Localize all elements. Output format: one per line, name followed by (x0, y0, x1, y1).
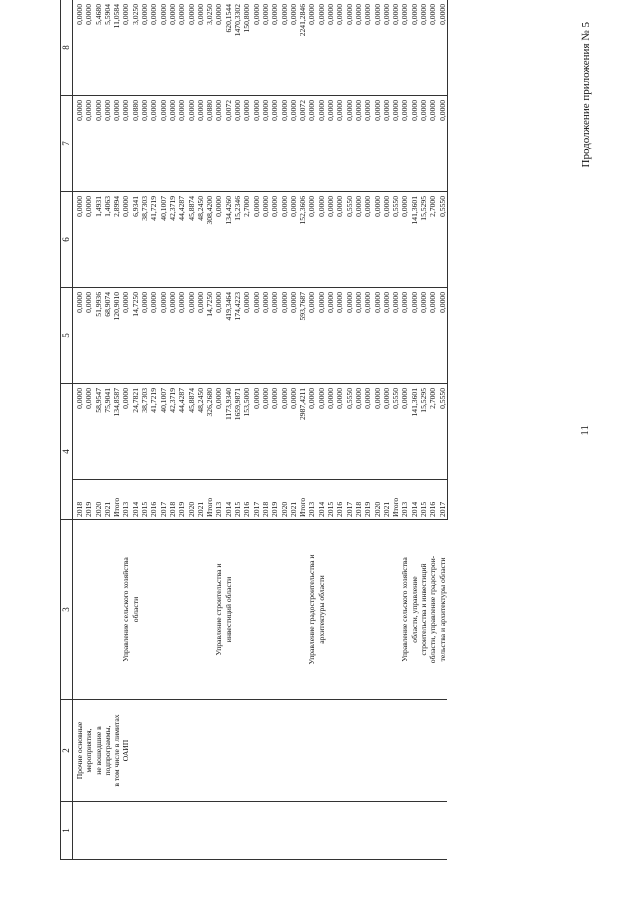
year-cell: Итого (391, 480, 400, 520)
year-cell: 2014 (317, 480, 326, 520)
value-cell-col8: 0,0000 (121, 0, 130, 96)
executor-line: архитектуры области (316, 575, 326, 644)
value-cell-col6: 0,5550 (391, 192, 400, 288)
value-cell-col8: 0,0000 (428, 0, 437, 96)
value-cell-col6: 0,5550 (345, 192, 354, 288)
value-cell-col7: 0,0000 (214, 96, 223, 192)
value-cell-col6: 2,7000 (428, 192, 437, 288)
value-cell-col7: 0,0000 (410, 96, 419, 192)
value-cell-col7: 0,0000 (307, 96, 316, 192)
year-cell: 2021 (103, 480, 112, 520)
value-cell-col8: 0,0000 (317, 0, 326, 96)
year-cell: 2018 (354, 480, 363, 520)
value-cell-col4: 42,3719 (168, 384, 177, 480)
value-cell-col8: 3,0250 (205, 0, 214, 96)
value-cell-col4: 326,2680 (205, 384, 214, 480)
col-header-4: 4 (61, 384, 73, 520)
col-header-5: 5 (61, 288, 73, 384)
rotated-table-page (60, 0, 620, 860)
value-cell-col5: 0,0000 (177, 288, 186, 384)
year-cell: 2015 (419, 480, 428, 520)
year-cell: 2021 (289, 480, 298, 520)
value-cell-col7: 0,0000 (354, 96, 363, 192)
value-cell-col4: 41,7219 (149, 384, 158, 480)
year-cell: 2013 (400, 480, 409, 520)
col-header-7: 7 (61, 96, 73, 192)
value-cell-col5: 0,0000 (317, 288, 326, 384)
value-cell-col8: 0,0000 (391, 0, 400, 96)
value-cell-col7: 0,0000 (252, 96, 261, 192)
value-cell-col7: 0,0000 (121, 96, 130, 192)
value-cell-col6: 0,0000 (317, 192, 326, 288)
year-cell: 2014 (224, 480, 233, 520)
value-cell-col6: 2,7000 (242, 192, 251, 288)
value-cell-col7: 0,0000 (140, 96, 149, 192)
value-cell-col6: 0,0000 (354, 192, 363, 288)
value-cell-col6: 308,4200 (205, 192, 214, 288)
value-cell-col8: 1470,3302 (233, 0, 242, 96)
value-cell-col5: 0,0000 (363, 288, 372, 384)
value-cell-col8: 3,0250 (131, 0, 140, 96)
value-cell-col4: 45,8874 (187, 384, 196, 480)
value-cell-col4: 15,5295 (419, 384, 428, 480)
value-cell-col5: 0,0000 (73, 288, 85, 384)
value-cell-col4: 0,0000 (335, 384, 344, 480)
value-cell-col6: 0,0000 (270, 192, 279, 288)
value-cell-col4: 24,7821 (131, 384, 140, 480)
value-cell-col5: 0,0000 (149, 288, 158, 384)
value-cell-col8: 0,0000 (252, 0, 261, 96)
executor-urban-planning (307, 520, 400, 700)
value-cell-col5: 0,0000 (307, 288, 316, 384)
executor-line: области (130, 596, 140, 623)
col-header-1: 1 (61, 802, 73, 860)
col-header-8: 8 (61, 0, 73, 96)
year-cell: 2015 (326, 480, 335, 520)
value-cell-col7: 0,0072 (298, 96, 307, 192)
value-cell-col7: 0,0000 (168, 96, 177, 192)
year-cell: 2019 (363, 480, 372, 520)
value-cell-col7: 0,0000 (391, 96, 400, 192)
value-cell-col6: 41,7219 (149, 192, 158, 288)
value-cell-col5: 0,0000 (391, 288, 400, 384)
value-cell-col8: 0,0000 (168, 0, 177, 96)
value-cell-col5: 0,0000 (428, 288, 437, 384)
col-header-6: 6 (61, 192, 73, 288)
value-cell-col4: 0,0000 (307, 384, 316, 480)
executor-line: тельства и архитектуры области (437, 557, 447, 662)
value-cell-col5: 0,0000 (345, 288, 354, 384)
column-number-row (61, 0, 73, 860)
value-cell-col7: 0,0000 (317, 96, 326, 192)
appendix-title: Продолжение приложения № 5 (580, 22, 592, 168)
value-cell-col5: 0,0000 (252, 288, 261, 384)
value-cell-col7: 0,0000 (428, 96, 437, 192)
value-cell-col4: 134,8587 (112, 384, 121, 480)
value-cell-col5: 0,0000 (270, 288, 279, 384)
year-cell: 2020 (187, 480, 196, 520)
year-cell: 2013 (121, 480, 130, 520)
value-cell-col8: 0,0000 (159, 0, 168, 96)
value-cell-col4: 0,0000 (84, 384, 93, 480)
value-cell-col7: 0,0000 (196, 96, 205, 192)
value-cell-col7: 0,0000 (326, 96, 335, 192)
executor-line: Управление строительства и (214, 563, 224, 656)
value-cell-col6: 0,0000 (280, 192, 289, 288)
value-cell-col7: 0,0880 (205, 96, 214, 192)
value-cell-col4: 1659,9871 (233, 384, 242, 480)
year-cell: Итого (112, 480, 121, 520)
value-cell-col8: 0,0000 (149, 0, 158, 96)
year-cell: 2015 (140, 480, 149, 520)
executor-joint (400, 520, 447, 700)
activity-line: Прочие основные мероприятия, (75, 721, 94, 780)
value-cell-col6: 38,7303 (140, 192, 149, 288)
value-cell-col4: 0,5550 (391, 384, 400, 480)
value-cell-col4: 141,3601 (410, 384, 419, 480)
value-cell-col6: 48,2450 (196, 192, 205, 288)
value-cell-col6: 15,2346 (233, 192, 242, 288)
value-cell-col6: 44,4287 (177, 192, 186, 288)
value-cell-col8: 0,0000 (307, 0, 316, 96)
year-cell: 2016 (242, 480, 251, 520)
value-cell-col8: 0,0000 (326, 0, 335, 96)
year-cell: 2014 (131, 480, 140, 520)
value-cell-col6: 6,9341 (131, 192, 140, 288)
value-cell-col6: 0,0000 (307, 192, 316, 288)
value-cell-col8: 0,0000 (410, 0, 419, 96)
value-cell-col6: 0,0000 (261, 192, 270, 288)
executor-construction (214, 520, 307, 700)
executor-line: строительства и инвестиций (418, 563, 428, 656)
value-cell-col4: 0,0000 (261, 384, 270, 480)
value-cell-col6: 0,0000 (121, 192, 130, 288)
value-cell-col8: 0,0000 (270, 0, 279, 96)
year-cell: 2013 (214, 480, 223, 520)
year-cell: Итого (205, 480, 214, 520)
executor-line: области, управление (409, 576, 419, 643)
value-cell-col8: 0,0000 (382, 0, 391, 96)
value-cell-col5: 0,0000 (84, 288, 93, 384)
value-cell-col8: 0,0000 (419, 0, 428, 96)
year-cell: Итого (298, 480, 307, 520)
value-cell-col6: 134,4260 (224, 192, 233, 288)
value-cell-col6: 15,5295 (419, 192, 428, 288)
value-cell-col5: 174,4223 (233, 288, 242, 384)
value-cell-col8: 2241,2846 (298, 0, 307, 96)
value-cell-col4: 0,5550 (345, 384, 354, 480)
value-cell-col4: 0,0000 (373, 384, 382, 480)
year-cell: 2021 (382, 480, 391, 520)
value-cell-col5: 0,0000 (168, 288, 177, 384)
col-header-3: 3 (61, 520, 73, 700)
value-cell-col4: 0,0000 (317, 384, 326, 480)
value-cell-col7: 0,0000 (242, 96, 251, 192)
year-cell: 2017 (252, 480, 261, 520)
value-cell-col7: 0,0000 (419, 96, 428, 192)
value-cell-col5: 0,0000 (289, 288, 298, 384)
value-cell-col6: 0,0000 (73, 192, 85, 288)
value-cell-col5: 0,0000 (326, 288, 335, 384)
value-cell-col6: 0,0000 (252, 192, 261, 288)
executor-line: Управление градостроительства и (307, 554, 317, 665)
value-cell-col4: 48,2450 (196, 384, 205, 480)
year-cell: 2019 (177, 480, 186, 520)
value-cell-col6: 0,0000 (326, 192, 335, 288)
value-cell-col7: 0,0000 (363, 96, 372, 192)
value-cell-col5: 0,0000 (187, 288, 196, 384)
year-cell: 2020 (373, 480, 382, 520)
value-cell-col4: 40,1007 (159, 384, 168, 480)
value-cell-col8: 620,1544 (224, 0, 233, 96)
value-cell-col4: 58,9547 (94, 384, 103, 480)
value-cell-col7: 0,0000 (84, 96, 93, 192)
value-cell-col4: 0,0000 (289, 384, 298, 480)
value-cell-col5: 51,9936 (94, 288, 103, 384)
value-cell-col6: 42,3719 (168, 192, 177, 288)
executor-line: области, управление градострои- (428, 555, 438, 664)
value-cell-col7: 0,0000 (261, 96, 270, 192)
year-cell: 2017 (438, 480, 448, 520)
year-cell: 2014 (410, 480, 419, 520)
col1-empty (73, 802, 448, 860)
value-cell-col4: 2,7000 (428, 384, 437, 480)
value-cell-col7: 0,0000 (177, 96, 186, 192)
value-cell-col7: 0,0000 (280, 96, 289, 192)
page-number: 11 (580, 424, 591, 436)
value-cell-col4: 0,0000 (400, 384, 409, 480)
value-cell-col5: 14,7250 (131, 288, 140, 384)
value-cell-col4: 38,7303 (140, 384, 149, 480)
year-cell: 2019 (270, 480, 279, 520)
year-cell: 2021 (196, 480, 205, 520)
value-cell-col5: 0,0000 (410, 288, 419, 384)
executor-continued (73, 520, 122, 700)
value-cell-col8: 0,0000 (280, 0, 289, 96)
value-cell-col6: 0,0000 (214, 192, 223, 288)
value-cell-col5: 0,0000 (159, 288, 168, 384)
executor-line: Управление сельского хозяйства (400, 557, 410, 662)
value-cell-col6: 0,0000 (373, 192, 382, 288)
value-cell-col7: 0,0000 (438, 96, 448, 192)
year-cell: 2018 (73, 480, 85, 520)
value-cell-col8: 5,5904 (103, 0, 112, 96)
value-cell-col8: 0,0000 (73, 0, 85, 96)
value-cell-col4: 0,5550 (438, 384, 448, 480)
value-cell-col6: 1,4063 (103, 192, 112, 288)
year-cell: 2016 (428, 480, 437, 520)
value-cell-col7: 0,0072 (224, 96, 233, 192)
year-cell: 2015 (233, 480, 242, 520)
value-cell-col5: 0,0000 (354, 288, 363, 384)
value-cell-col8: 0,0000 (177, 0, 186, 96)
col-header-2: 2 (61, 700, 73, 802)
value-cell-col5: 419,3464 (224, 288, 233, 384)
value-cell-col7: 0,0000 (270, 96, 279, 192)
value-cell-col8: 0,0000 (354, 0, 363, 96)
value-cell-col4: 153,5000 (242, 384, 251, 480)
value-cell-col7: 0,0000 (345, 96, 354, 192)
year-cell: 2018 (168, 480, 177, 520)
executor-line: Управление сельского хозяйства (121, 557, 131, 662)
value-cell-col7: 0,0000 (112, 96, 121, 192)
value-cell-col8: 0,0000 (400, 0, 409, 96)
value-cell-col7: 0,0000 (373, 96, 382, 192)
value-cell-col5: 0,0000 (280, 288, 289, 384)
value-cell-col5: 14,7250 (205, 288, 214, 384)
value-cell-col5: 0,0000 (419, 288, 428, 384)
value-cell-col4: 0,0000 (270, 384, 279, 480)
value-cell-col6: 0,0000 (335, 192, 344, 288)
value-cell-col7: 0,0000 (400, 96, 409, 192)
year-cell: 2016 (335, 480, 344, 520)
year-cell: 2020 (94, 480, 103, 520)
value-cell-col6: 1,4931 (94, 192, 103, 288)
value-cell-col4: 0,0000 (121, 384, 130, 480)
value-cell-col5: 0,0000 (400, 288, 409, 384)
value-cell-col4: 0,0000 (73, 384, 85, 480)
value-cell-col4: 0,0000 (382, 384, 391, 480)
executor-line: инвестиций области (223, 576, 233, 643)
value-cell-col8: 0,0000 (196, 0, 205, 96)
value-cell-col7: 0,0880 (131, 96, 140, 192)
value-cell-col7: 0,0000 (103, 96, 112, 192)
value-cell-col8: 0,0000 (373, 0, 382, 96)
value-cell-col8: 0,0000 (438, 0, 448, 96)
value-cell-col8: 11,0584 (112, 0, 121, 96)
value-cell-col4: 44,4287 (177, 384, 186, 480)
value-cell-col7: 0,0000 (289, 96, 298, 192)
activity-line: не вошедшие в подпрограммы, (93, 725, 112, 776)
value-cell-col5: 0,0000 (121, 288, 130, 384)
value-cell-col4: 0,0000 (214, 384, 223, 480)
year-cell: 2018 (261, 480, 270, 520)
year-cell: 2020 (280, 480, 289, 520)
year-cell: 2017 (345, 480, 354, 520)
value-cell-col6: 141,3601 (410, 192, 419, 288)
value-cell-col5: 0,0000 (438, 288, 448, 384)
value-cell-col5: 0,0000 (261, 288, 270, 384)
value-cell-col7: 0,0000 (233, 96, 242, 192)
value-cell-col6: 40,1007 (159, 192, 168, 288)
value-cell-col6: 0,0000 (382, 192, 391, 288)
value-cell-col8: 0,0000 (345, 0, 354, 96)
value-cell-col8: 0,0000 (261, 0, 270, 96)
activity-description (73, 700, 448, 802)
appendix-table (60, 0, 448, 860)
value-cell-col4: 0,0000 (252, 384, 261, 480)
value-cell-col4: 0,0000 (363, 384, 372, 480)
value-cell-col8: 0,0000 (363, 0, 372, 96)
table-row (73, 0, 85, 860)
value-cell-col4: 0,0000 (280, 384, 289, 480)
value-cell-col7: 0,0000 (187, 96, 196, 192)
value-cell-col5: 0,0000 (335, 288, 344, 384)
value-cell-col6: 0,5550 (438, 192, 448, 288)
value-cell-col8: 150,8000 (242, 0, 251, 96)
value-cell-col4: 0,0000 (354, 384, 363, 480)
value-cell-col6: 0,0000 (363, 192, 372, 288)
year-cell: 2013 (307, 480, 316, 520)
value-cell-col5: 120,9010 (112, 288, 121, 384)
value-cell-col7: 0,0000 (73, 96, 85, 192)
value-cell-col6: 0,0000 (289, 192, 298, 288)
value-cell-col8: 0,0000 (84, 0, 93, 96)
value-cell-col5: 0,0000 (373, 288, 382, 384)
value-cell-col6: 2,8994 (112, 192, 121, 288)
value-cell-col4: 1173,9340 (224, 384, 233, 480)
value-cell-col5: 68,9074 (103, 288, 112, 384)
value-cell-col5: 0,0000 (382, 288, 391, 384)
value-cell-col7: 0,0000 (94, 96, 103, 192)
value-cell-col5: 593,7687 (298, 288, 307, 384)
year-cell: 2016 (149, 480, 158, 520)
activity-line: в том числе в лимитах ОАИП (112, 714, 131, 787)
value-cell-col4: 0,0000 (326, 384, 335, 480)
value-cell-col5: 0,0000 (242, 288, 251, 384)
value-cell-col6: 45,8874 (187, 192, 196, 288)
value-cell-col5: 0,0000 (214, 288, 223, 384)
value-cell-col6: 152,3606 (298, 192, 307, 288)
value-cell-col8: 5,4680 (94, 0, 103, 96)
value-cell-col8: 0,0000 (140, 0, 149, 96)
value-cell-col6: 0,0000 (84, 192, 93, 288)
value-cell-col7: 0,0000 (382, 96, 391, 192)
year-cell: 2017 (159, 480, 168, 520)
value-cell-col7: 0,0000 (159, 96, 168, 192)
value-cell-col6: 0,0000 (400, 192, 409, 288)
value-cell-col8: 0,0000 (187, 0, 196, 96)
value-cell-col5: 0,0000 (140, 288, 149, 384)
executor-agriculture (121, 520, 214, 700)
value-cell-col5: 0,0000 (196, 288, 205, 384)
value-cell-col4: 75,9041 (103, 384, 112, 480)
value-cell-col4: 2987,4211 (298, 384, 307, 480)
value-cell-col8: 0,0000 (335, 0, 344, 96)
value-cell-col7: 0,0000 (149, 96, 158, 192)
value-cell-col7: 0,0000 (335, 96, 344, 192)
year-cell: 2019 (84, 480, 93, 520)
value-cell-col8: 0,0000 (289, 0, 298, 96)
value-cell-col8: 0,0000 (214, 0, 223, 96)
